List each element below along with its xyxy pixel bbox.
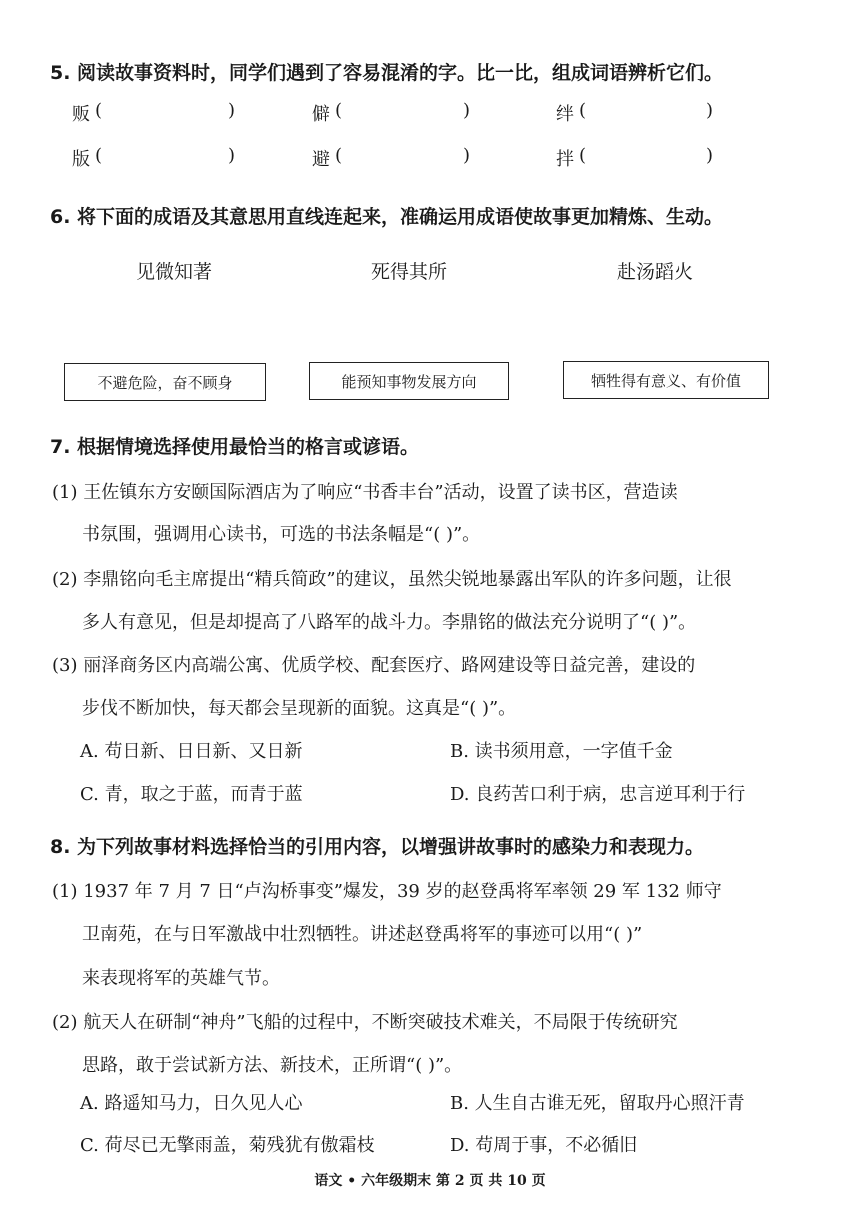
paren-open: ( bbox=[579, 100, 587, 121]
q5-char: 僻 bbox=[312, 104, 330, 125]
q7-item-line: (3) 丽泽商务区内高端公寓、优质学校、配套医疗、路网建设等日益完善，建设的 bbox=[52, 655, 696, 676]
q8-option-c: C. 荷尽已无擎雨盖，菊残犹有傲霜枝 bbox=[80, 1135, 375, 1156]
page-footer: 语文 • 六年级期末 第 2 页 共 10 页 bbox=[314, 1173, 546, 1189]
paren-close: ) bbox=[706, 100, 714, 121]
paren-close: ) bbox=[228, 100, 236, 121]
paren-open: ( bbox=[335, 145, 343, 166]
q8-item-line: 卫南苑，在与日军激战中壮烈牺牲。讲述赵登禹将军的事迹可以用“( )” bbox=[82, 924, 643, 945]
paren-close: ) bbox=[706, 145, 714, 166]
q7-option-b: B. 读书须用意，一字值千金 bbox=[450, 741, 673, 762]
q8-item-line: 来表现将军的英雄气节。 bbox=[82, 968, 280, 989]
meaning-box[interactable]: 不避危险，奋不顾身 bbox=[64, 363, 266, 401]
paren-close: ) bbox=[228, 145, 236, 166]
q8-title: 8. 为下列故事材料选择恰当的引用内容，以增强讲故事时的感染力和表现力。 bbox=[50, 836, 705, 858]
q6-title: 6. 将下面的成语及其意思用直线连起来，准确运用成语使故事更加精炼、生动。 bbox=[50, 206, 724, 228]
q7-option-c: C. 青，取之于蓝，而青于蓝 bbox=[80, 784, 303, 805]
q8-item-line: 思路，敢于尝试新方法、新技术，正所谓“( )”。 bbox=[82, 1055, 463, 1076]
paren-close: ) bbox=[463, 145, 471, 166]
meaning-box[interactable]: 能预知事物发展方向 bbox=[309, 362, 509, 400]
q7-option-a: A. 苟日新、日日新、又日新 bbox=[80, 741, 303, 762]
q7-item-line: 步伐不断加快，每天都会呈现新的面貌。这真是“( )”。 bbox=[82, 698, 517, 719]
q8-option-b: B. 人生自古谁无死，留取丹心照汗青 bbox=[450, 1093, 745, 1114]
q8-item-line: (1) 1937 年 7 月 7 日“卢沟桥事变”爆发，39 岁的赵登禹将军率领 29 军 132 师守 bbox=[52, 881, 722, 902]
paren-open: ( bbox=[95, 100, 103, 121]
q5-char: 贩 bbox=[72, 104, 90, 125]
q7-item-line: 多人有意见，但是却提高了八路军的战斗力。李鼎铭的做法充分说明了“( )”。 bbox=[82, 612, 697, 633]
q5-char: 拌 bbox=[556, 149, 574, 170]
q8-option-a: A. 路遥知马力，日久见人心 bbox=[80, 1093, 303, 1114]
paren-open: ( bbox=[335, 100, 343, 121]
q5-title: 5. 阅读故事资料时，同学们遇到了容易混淆的字。比一比，组成词语辨析它们。 bbox=[50, 62, 724, 84]
paren-open: ( bbox=[95, 145, 103, 166]
q5-char: 避 bbox=[312, 149, 330, 170]
paren-open: ( bbox=[579, 145, 587, 166]
paren-close: ) bbox=[463, 100, 471, 121]
meaning-box[interactable]: 牺牲得有意义、有价值 bbox=[563, 361, 769, 399]
q5-char: 版 bbox=[72, 149, 90, 170]
q7-item-line: (1) 王佐镇东方安颐国际酒店为了响应“书香丰台”活动，设置了读书区，营造读 bbox=[52, 482, 678, 503]
q7-item-line: (2) 李鼎铭向毛主席提出“精兵简政”的建议，虽然尖锐地暴露出军队的许多问题，让很 bbox=[52, 569, 732, 590]
idiom-futang: 赴汤蹈火 bbox=[617, 261, 694, 283]
q8-option-d: D. 苟周于事，不必循旧 bbox=[450, 1135, 638, 1156]
q7-item-line: 书氛围，强调用心读书，可选的书法条幅是“( )”。 bbox=[82, 524, 481, 545]
q5-char: 绊 bbox=[556, 104, 574, 125]
q7-option-d: D. 良药苦口利于病，忠言逆耳利于行 bbox=[450, 784, 746, 805]
q8-item-line: (2) 航天人在研制“神舟”飞船的过程中，不断突破技术难关，不局限于传统研究 bbox=[52, 1012, 678, 1033]
idiom-side: 死得其所 bbox=[371, 261, 448, 283]
q7-title: 7. 根据情境选择使用最恰当的格言或谚语。 bbox=[50, 436, 420, 458]
idiom-jianwei: 见微知著 bbox=[136, 261, 213, 283]
